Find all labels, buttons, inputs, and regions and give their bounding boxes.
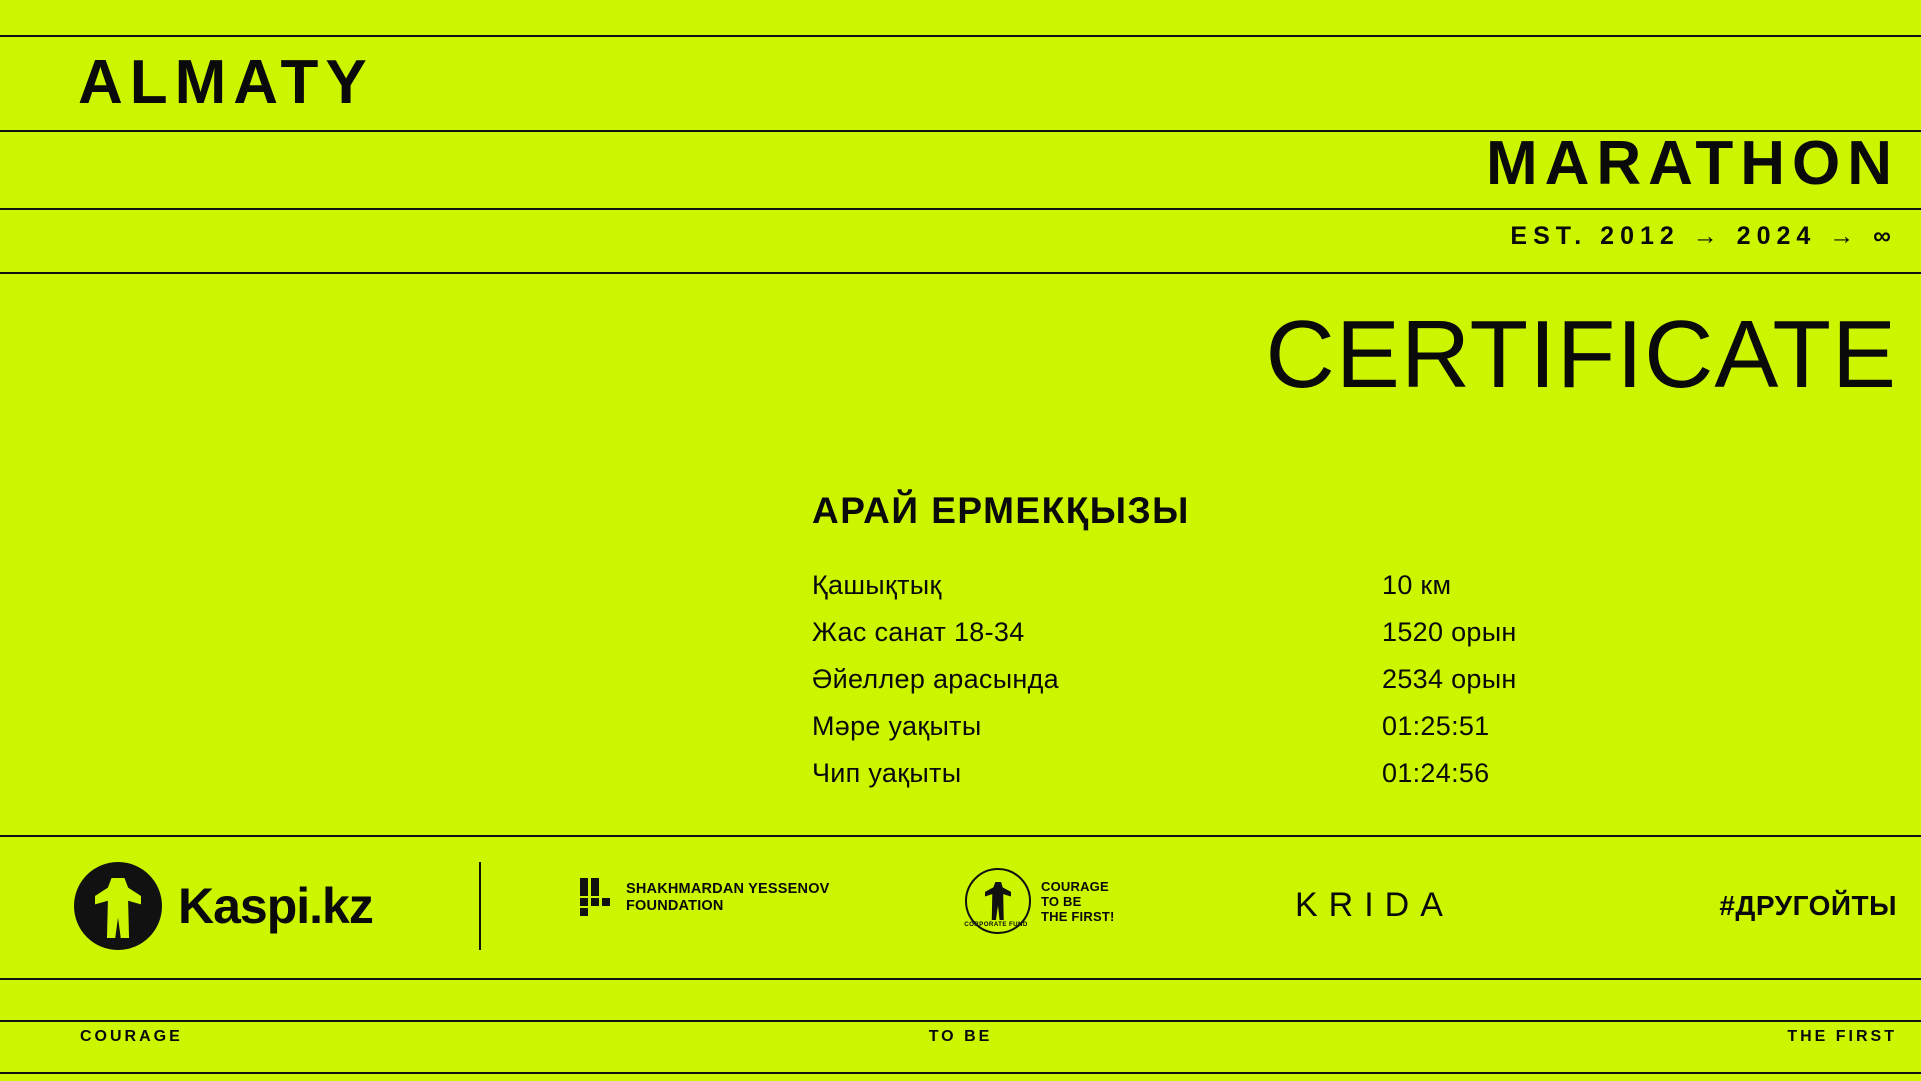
yessenov-logo-icon bbox=[580, 878, 614, 918]
footer-right: THE FIRST bbox=[1787, 1028, 1897, 1045]
divider-above-footer bbox=[0, 1020, 1921, 1022]
courage-line-1: COURAGE bbox=[1041, 878, 1109, 894]
brand-line-almaty: ALMATY bbox=[78, 48, 374, 117]
brand-line-marathon: MARATHON bbox=[1485, 129, 1899, 198]
sponsor-krida-label: KRIDA bbox=[1295, 886, 1454, 924]
table-row bbox=[812, 664, 1712, 711]
bar bbox=[591, 878, 599, 896]
table-row bbox=[812, 758, 1712, 805]
kaspi-logo-icon bbox=[74, 862, 162, 950]
sponsor-courage-label bbox=[1041, 879, 1115, 924]
divider-bottom bbox=[0, 1072, 1921, 1074]
result-label: Чип уақыты bbox=[812, 758, 962, 788]
result-label: Жас санат 18-34 bbox=[812, 617, 1025, 647]
bar bbox=[602, 888, 610, 896]
courage-line-2: TO BE bbox=[1041, 893, 1082, 909]
table-row bbox=[812, 711, 1712, 758]
page-title: CERTIFICATE bbox=[1265, 301, 1897, 408]
result-label: Қашықтық bbox=[812, 570, 942, 600]
footer-left: COURAGE bbox=[80, 1028, 183, 1045]
divider-under-est bbox=[0, 272, 1921, 274]
divider-below-sponsors bbox=[0, 978, 1921, 980]
sponsor-yessenov bbox=[580, 878, 830, 918]
result-value: 10 км bbox=[1382, 570, 1452, 600]
athlete-name: АРАЙ ЕРМЕКҚЫЗЫ bbox=[812, 490, 1190, 531]
bar bbox=[580, 878, 588, 896]
result-value: 1520 орын bbox=[1382, 617, 1517, 647]
yessenov-line-2: FOUNDATION bbox=[626, 898, 724, 914]
result-label: Әйеллер арасында bbox=[812, 664, 1059, 694]
kaspi-figure-icon bbox=[95, 878, 141, 938]
sponsor-corporate-fund bbox=[965, 868, 1115, 934]
table-row bbox=[812, 570, 1712, 617]
sponsor-yessenov-label bbox=[626, 881, 830, 915]
sponsor-kaspi-label: Kaspi.kz bbox=[178, 878, 373, 934]
result-label: Мәре уақыты bbox=[812, 711, 982, 741]
established-line: EST. 2012 → 2024 → ∞ bbox=[1510, 222, 1897, 250]
result-value: 2534 орын bbox=[1382, 664, 1517, 694]
corporate-fund-arc-text bbox=[965, 868, 1027, 930]
sponsor-hashtag-label: #ДРУГОЙТЫ bbox=[1719, 890, 1897, 921]
bar bbox=[580, 908, 588, 916]
result-value: 01:25:51 bbox=[1382, 711, 1490, 741]
divider-top bbox=[0, 35, 1921, 37]
footer-center: TO BE bbox=[928, 1028, 993, 1045]
bar bbox=[591, 898, 599, 906]
sponsor-kaspi bbox=[74, 862, 373, 950]
bar bbox=[580, 898, 588, 906]
arc-label: CORPORATE FUND bbox=[964, 921, 1028, 928]
bar bbox=[602, 878, 610, 886]
sponsor-divider bbox=[479, 862, 481, 950]
divider-under-marathon bbox=[0, 208, 1921, 210]
bar bbox=[602, 898, 610, 906]
footer-slogan bbox=[0, 1028, 1921, 1058]
table-row bbox=[812, 617, 1712, 664]
results-table bbox=[812, 570, 1712, 805]
corporate-fund-logo-icon bbox=[965, 868, 1031, 934]
courage-line-3: THE FIRST! bbox=[1041, 908, 1115, 924]
result-value: 01:24:56 bbox=[1382, 758, 1490, 788]
divider-above-sponsors bbox=[0, 835, 1921, 837]
yessenov-line-1: SHAKHMARDAN YESSENOV bbox=[626, 881, 830, 897]
